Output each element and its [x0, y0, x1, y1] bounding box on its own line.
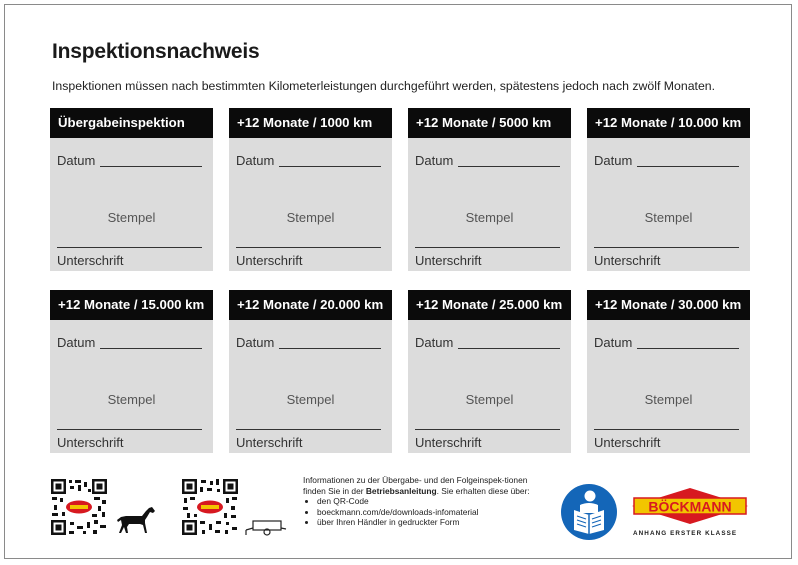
- inspection-card: [587, 290, 750, 453]
- stamp-label: Stempel: [286, 392, 335, 407]
- date-label: Datum: [594, 153, 633, 168]
- card-heading: +12 Monate / 15.000 km: [50, 290, 213, 320]
- stamp-label: Stempel: [286, 210, 335, 225]
- signature-label: Unterschrift: [236, 435, 303, 450]
- card-heading: +12 Monate / 20.000 km: [229, 290, 392, 320]
- date-label: Datum: [236, 335, 275, 350]
- card-heading: +12 Monate / 5000 km: [408, 108, 571, 138]
- stamp-label: Stempel: [107, 210, 156, 225]
- date-line[interactable]: [458, 166, 560, 167]
- date-line[interactable]: [279, 166, 381, 167]
- date-label: Datum: [415, 335, 454, 350]
- date-line[interactable]: [100, 166, 202, 167]
- inspection-card: [229, 290, 392, 453]
- page-subtitle: Inspektionen müssen nach bestimmten Kilometerleistungen durchgeführt werden, spätestens jedoch nach zwölf Monaten.: [52, 79, 716, 93]
- signature-label: Unterschrift: [415, 253, 482, 268]
- info-intro-end: . Sie erhalten diese über:: [436, 485, 530, 496]
- inspection-card: [50, 290, 213, 453]
- date-line[interactable]: [637, 166, 739, 167]
- signature-label: Unterschrift: [415, 435, 482, 450]
- date-label: Datum: [236, 153, 275, 168]
- signature-line[interactable]: [594, 429, 739, 430]
- signature-line[interactable]: [236, 247, 381, 248]
- card-heading: Übergabeinspektion: [50, 108, 213, 138]
- brand-tagline: ANHANG ERSTER KLASSE: [633, 530, 738, 537]
- signature-label: Unterschrift: [594, 435, 661, 450]
- date-line[interactable]: [637, 348, 739, 349]
- read-manual-icon: [560, 483, 618, 541]
- info-intro-text: Informationen zu der Übergabe- und den Folgeinspek-tionen finden Sie in der: [303, 475, 528, 496]
- signature-line[interactable]: [594, 247, 739, 248]
- inspection-card: [408, 108, 571, 271]
- inspection-card: [408, 290, 571, 453]
- signature-label: Unterschrift: [57, 435, 124, 450]
- card-heading: +12 Monate / 10.000 km: [587, 108, 750, 138]
- signature-label: Unterschrift: [57, 253, 124, 268]
- date-label: Datum: [415, 153, 454, 168]
- date-line[interactable]: [279, 348, 381, 349]
- date-label: Datum: [57, 153, 96, 168]
- date-label: Datum: [594, 335, 633, 350]
- brand-logo: [628, 486, 752, 526]
- signature-line[interactable]: [236, 429, 381, 430]
- inspection-card: [229, 108, 392, 271]
- stamp-label: Stempel: [465, 392, 514, 407]
- signature-line[interactable]: [415, 247, 560, 248]
- trailer-icon: [245, 518, 287, 538]
- info-intro: [303, 475, 548, 496]
- stamp-label: Stempel: [644, 210, 693, 225]
- info-text: [303, 475, 548, 528]
- info-list: [303, 496, 548, 528]
- list-item[interactable]: • boeckmann.com/de/downloads-infomaterial: [317, 507, 548, 518]
- page-title: Inspektionsnachweis: [52, 40, 260, 63]
- horse-icon: [116, 506, 156, 536]
- signature-label: Unterschrift: [236, 253, 303, 268]
- brand-name: BÖCKMANN: [648, 498, 732, 515]
- stamp-label: Stempel: [644, 392, 693, 407]
- qr-code-icon[interactable]: [181, 478, 239, 536]
- card-heading: +12 Monate / 1000 km: [229, 108, 392, 138]
- card-heading: +12 Monate / 30.000 km: [587, 290, 750, 320]
- inspection-card: [587, 108, 750, 271]
- stamp-label: Stempel: [107, 392, 156, 407]
- signature-line[interactable]: [415, 429, 560, 430]
- list-item: • über Ihren Händler in gedruckter Form: [317, 517, 548, 528]
- qr-code-icon[interactable]: [50, 478, 108, 536]
- date-label: Datum: [57, 335, 96, 350]
- inspection-card: [50, 108, 213, 271]
- stamp-label: Stempel: [465, 210, 514, 225]
- signature-line[interactable]: [57, 247, 202, 248]
- list-item: • den QR-Code: [317, 496, 548, 507]
- info-manual-link: Betriebsanleitung: [365, 485, 437, 496]
- signature-label: Unterschrift: [594, 253, 661, 268]
- date-line[interactable]: [100, 348, 202, 349]
- signature-line[interactable]: [57, 429, 202, 430]
- date-line[interactable]: [458, 348, 560, 349]
- card-heading: +12 Monate / 25.000 km: [408, 290, 571, 320]
